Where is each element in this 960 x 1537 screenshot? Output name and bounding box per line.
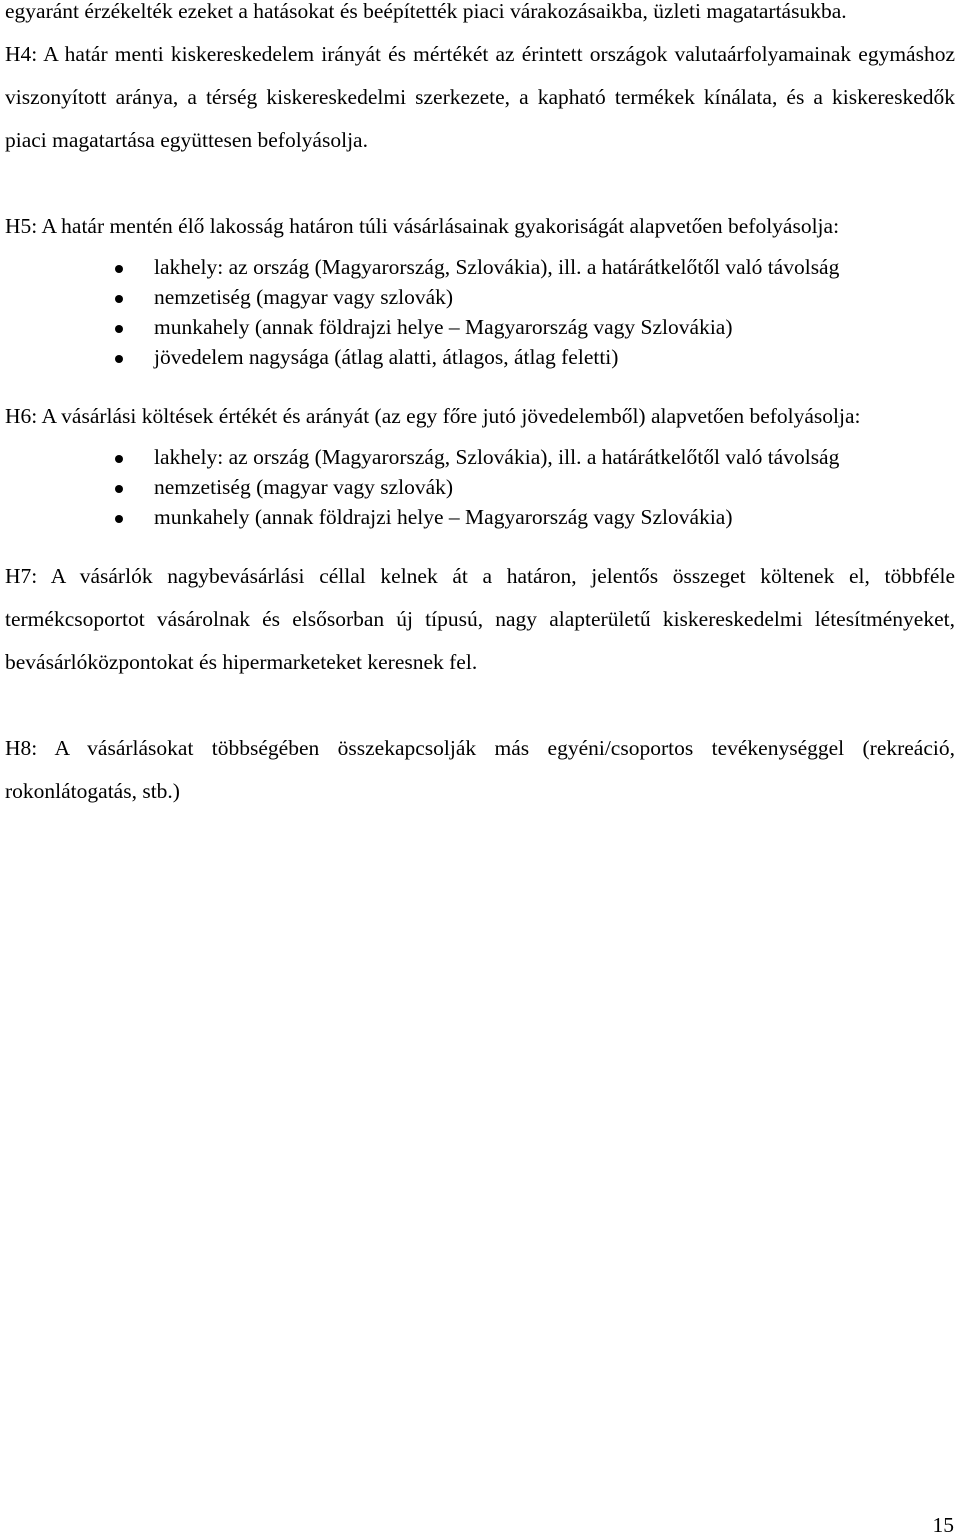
paragraph-h4: H4: A határ menti kiskereskedelem irányát és mértékét az érintett országok valutaárfolyamainak egymáshoz viszonyított aránya, a térség kiskereskedelmi szerkezete, a kapható termékek kínálata, és a kiskereskedők piaci magatartása együttesen befolyásolja. xyxy=(5,42,955,152)
bullet-icon xyxy=(115,265,123,273)
list-item-text: jövedelem nagysága (átlag alatti, átlagos, átlag feletti) xyxy=(154,345,619,369)
list-item-text: nemzetiség (magyar vagy szlovák) xyxy=(154,475,454,499)
list-item-text: munkahely (annak földrajzi helye – Magyarország vagy Szlovákia) xyxy=(154,505,733,529)
bullet-icon xyxy=(115,355,123,363)
bullet-icon xyxy=(115,325,123,333)
list-item xyxy=(5,472,955,502)
bullet-icon xyxy=(115,455,123,463)
list-item xyxy=(5,282,955,312)
paragraph-intro: egyaránt érzékelték ezeket a hatásokat és beépítették piaci várakozásaikba, üzleti magatartásukba. xyxy=(5,0,847,23)
h6-bullet-list xyxy=(5,442,955,532)
list-item xyxy=(5,252,955,282)
list-item-text: nemzetiség (magyar vagy szlovák) xyxy=(154,285,454,309)
list-item xyxy=(5,342,955,372)
paragraph-h6: H6: A vásárlási költések értékét és arányát (az egy főre jutó jövedelemből) alapvetően befolyásolja: xyxy=(5,404,861,428)
paragraph-h5: H5: A határ mentén élő lakosság határon túli vásárlásainak gyakoriságát alapvetően befolyásolja: xyxy=(5,214,840,238)
paragraph-h7: H7: A vásárlók nagybevásárlási céllal kelnek át a határon, jelentős összeget költenek el, többféle termékcsoportot vásárolnak és elsősorban új típusú, nagy alapterületű kiskereskedelmi létesítményeket, bevásárlóközpontokat és hipermarketeket keresnek fel. xyxy=(5,564,955,674)
list-item-text: lakhely: az ország (Magyarország, Szlovákia), ill. a határátkelőtől való távolság xyxy=(154,445,840,469)
list-item-text: munkahely (annak földrajzi helye – Magyarország vagy Szlovákia) xyxy=(154,315,733,339)
document-page xyxy=(5,0,955,813)
bullet-icon xyxy=(115,485,123,493)
page-number: 15 xyxy=(932,1513,954,1537)
paragraph-h8: H8: A vásárlásokat többségében összekapcsolják más egyéni/csoportos tevékenységgel (rekreáció, rokonlátogatás, stb.) xyxy=(5,736,955,803)
list-item xyxy=(5,442,955,472)
bullet-icon xyxy=(115,515,123,523)
list-item xyxy=(5,502,955,532)
list-item xyxy=(5,312,955,342)
list-item-text: lakhely: az ország (Magyarország, Szlovákia), ill. a határátkelőtől való távolság xyxy=(154,255,840,279)
bullet-icon xyxy=(115,295,123,303)
h5-bullet-list xyxy=(5,252,955,372)
